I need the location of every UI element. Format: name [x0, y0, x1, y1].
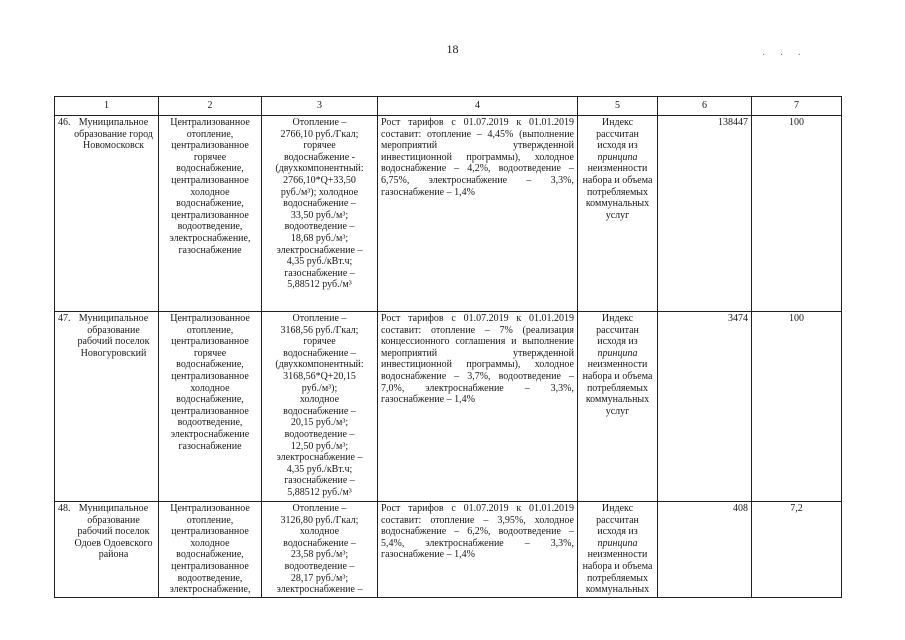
cell-line: электроснабжение –: [276, 452, 363, 464]
cell-line: потребляемых: [586, 186, 649, 198]
cell-line: исходя из: [597, 336, 638, 348]
table-row: [55, 312, 842, 502]
cell-line: водоснабжение -: [284, 151, 355, 163]
cell-line: (двухкомпонентный:: [275, 359, 364, 371]
cell-line: набора и объема: [582, 370, 653, 382]
column-header: 3: [262, 97, 378, 116]
cell-line: набора и объема: [582, 560, 653, 572]
row-number: 48.: [58, 503, 71, 514]
cell-line: водоснабжение –: [283, 405, 356, 417]
cell-line: 28,17 руб./м³;: [290, 572, 349, 584]
cell-line: электроснабжение –: [276, 584, 363, 596]
growth-cell: Рост тарифов с 01.07.2019 к 01.01.2019 составит: отопление – 7% (реализация концессионного соглашения и выполнение мероприятий утвержденной инвестиционной программы), холодное водоснабжение – 3,7%, водоотведение – 7,0%, электроснабжение – 3,3%, газоснабжение – 1,4%: [378, 312, 578, 502]
row-number: 47.: [58, 313, 71, 324]
cell-line: рассчитан: [596, 514, 639, 526]
cell-line: набора и объема: [582, 174, 653, 186]
cell-line: услуг: [605, 405, 630, 417]
cell-line: (двухкомпонентный:: [275, 163, 364, 175]
share-cell: 100: [752, 312, 842, 502]
municipality-cell: [55, 116, 159, 312]
cell-line: принципа: [597, 347, 638, 359]
tariffs-cell: [262, 116, 378, 312]
cell-line: Индекс: [601, 313, 634, 324]
cell-line: 23,58 руб./м³;: [290, 549, 349, 561]
population-cell: 3474: [658, 312, 752, 502]
cell-line: холодное: [299, 526, 340, 538]
cell-line: коммунальных: [585, 394, 650, 406]
tariffs-cell: [262, 312, 378, 502]
column-header: 2: [159, 97, 262, 116]
column-header: 6: [658, 97, 752, 116]
cell-line: исходя из: [597, 526, 638, 538]
page-number: 18: [446, 42, 459, 56]
tariff-table: [54, 96, 842, 598]
cell-line: газоснабжение –: [284, 267, 355, 279]
cell-line: неизменности: [587, 359, 648, 371]
municipality-cell: [55, 312, 159, 502]
index-cell: [578, 116, 658, 312]
cell-line: 3168,56 руб./Гкал;: [280, 324, 359, 336]
share-cell: 7,2: [752, 502, 842, 598]
cell-line: коммунальных: [585, 198, 650, 210]
cell-line: водоснабжение –: [283, 198, 356, 210]
cell-line: 5,88512 руб./м³: [287, 486, 352, 498]
population-cell: 138447: [658, 116, 752, 312]
index-cell: [578, 312, 658, 502]
cell-line: водоснабжение –: [283, 347, 356, 359]
growth-cell: Рост тарифов с 01.07.2019 к 01.01.2019 составит: отопление – 3,95%, холодное водоснабжение – 6,2%, водоотведение – 5,4%, электроснабжение – 3,3%, газоснабжение – 1,4%: [378, 502, 578, 598]
cell-line: холодное: [299, 394, 340, 406]
cell-line: Отопление –: [292, 313, 347, 324]
cell-line: неизменности: [587, 549, 648, 561]
column-header: 4: [378, 97, 578, 116]
cell-line: потребляемых: [586, 382, 649, 394]
cell-line: водоотведение –: [284, 428, 355, 440]
services-cell: Централизованное отопление, централизованное холодное водоснабжение, централизованное водоотведение, электроснабжение,: [159, 502, 262, 598]
table-row: [55, 116, 842, 312]
column-header: 1: [55, 97, 159, 116]
cell-line: Отопление –: [292, 503, 347, 514]
cell-line: газоснабжение –: [284, 475, 355, 487]
column-header: 5: [578, 97, 658, 116]
row-number: 46.: [58, 117, 71, 128]
table-header-row: [55, 97, 842, 116]
cell-line: 4,35 руб./кВт.ч;: [286, 463, 353, 475]
services-cell: Централизованное отопление, централизованное горячее водоснабжение, централизованное холодное водоснабжение, централизованное водоотведение, электроснабжение газоснабжение: [159, 312, 262, 502]
cell-line: Индекс: [601, 503, 634, 514]
municipality-name: Муниципальное образование рабочий поселок Одоев Одоевского района: [74, 503, 153, 561]
municipality-cell: [55, 502, 159, 598]
cell-line: рассчитан: [596, 324, 639, 336]
cell-line: 12,50 руб./м³;: [290, 440, 349, 452]
tariffs-cell: [262, 502, 378, 598]
cell-line: коммунальных: [585, 584, 650, 596]
services-cell: Централизованное отопление, централизованное горячее водоснабжение, централизованное холодное водоснабжение, централизованное водоотведение, электроснабжение, газоснабжение: [159, 116, 262, 312]
cell-line: 2766,10 руб./Гкал;: [280, 128, 359, 140]
cell-line: 5,88512 руб./м³: [287, 279, 352, 291]
cell-line: водоотведение –: [284, 560, 355, 572]
cell-line: 20,15 руб./м³;: [290, 417, 349, 429]
index-cell: [578, 502, 658, 598]
cell-line: 2766,10*Q+33,50: [283, 174, 356, 186]
municipality-name: Муниципальное образование рабочий поселок Новогуровский: [77, 313, 150, 359]
cell-line: рассчитан: [596, 128, 639, 140]
population-cell: 408: [658, 502, 752, 598]
column-header: 7: [752, 97, 842, 116]
cell-line: услуг: [605, 209, 630, 221]
scan-marks: · · ·: [762, 50, 807, 61]
cell-line: 33,50 руб./м³;: [290, 209, 349, 221]
cell-line: 3126,80 руб./Гкал;: [280, 514, 359, 526]
cell-line: руб./м³);: [301, 382, 338, 394]
share-cell: 100: [752, 116, 842, 312]
cell-line: исходя из: [597, 140, 638, 152]
cell-line: 3168,56*Q+20,15: [283, 370, 356, 382]
table-row: [55, 502, 842, 598]
growth-cell: Рост тарифов с 01.07.2019 к 01.01.2019 составит: отопление – 4,45% (выполнение мероприятий утвержденной инвестиционной программы), холодное водоснабжение – 4,2%, водоотведение – 6,75%, электроснабжение – 3,3%, газоснабжение – 1,4%: [378, 116, 578, 312]
cell-line: горячее: [303, 336, 336, 348]
cell-line: водоотведение –: [284, 221, 355, 233]
cell-line: руб./м³); холодное: [280, 186, 359, 198]
cell-line: 18,68 руб./м³;: [290, 232, 349, 244]
cell-line: горячее: [303, 140, 336, 152]
cell-line: 4,35 руб./кВт.ч;: [286, 256, 353, 268]
cell-line: потребляемых: [586, 572, 649, 584]
cell-line: неизменности: [587, 163, 648, 175]
cell-line: электроснабжение –: [276, 244, 363, 256]
cell-line: Индекс: [601, 117, 634, 128]
cell-line: принципа: [597, 537, 638, 549]
cell-line: водоснабжение –: [283, 537, 356, 549]
cell-line: Отопление –: [292, 117, 347, 128]
municipality-name: Муниципальное образование город Новомосковск: [74, 117, 153, 152]
cell-line: принципа: [597, 151, 638, 163]
